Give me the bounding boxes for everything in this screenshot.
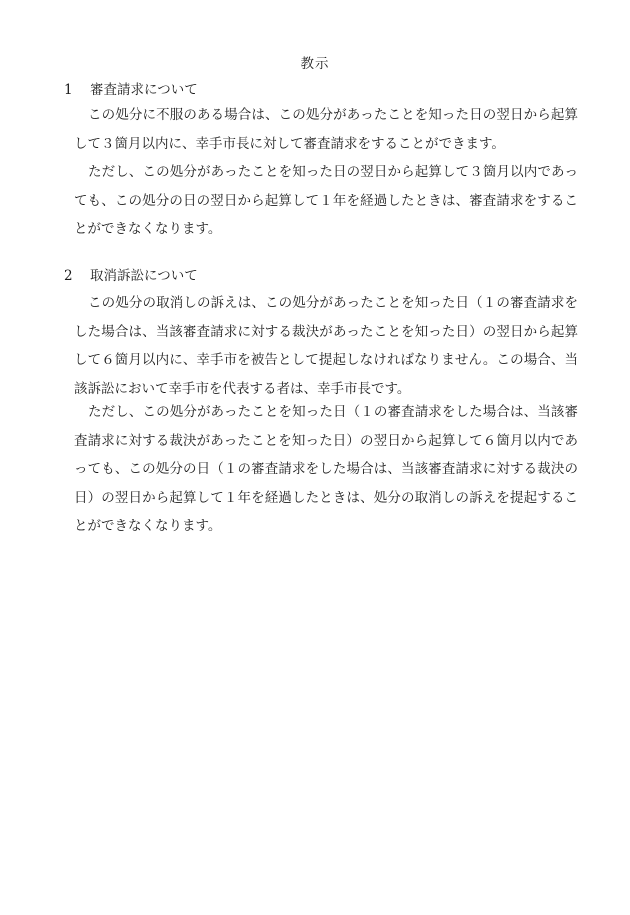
section-1-title: 審査請求について <box>90 82 198 98</box>
section-1-paragraph-2: ただし、この処分があったことを知った日の翌日から起算して３箇月以内であっても、この処分の日の翌日から起算して１年を経過したときは、審査請求をすることができなくなります。 <box>74 164 578 237</box>
section-2-paragraph-1: この処分の取消しの訴えは、この処分があったことを知った日（１の審査請求をした場合は、当該審査請求に対する裁決があったことを知った日）の翌日から起算して６箇月以内に、幸手市を被告として提起しなければなりません。この場合、当該訴訟において幸手市を代表する者は、幸手市長です。 <box>74 295 578 397</box>
section-2-number: 2 <box>64 268 73 284</box>
section-2-title: 取消訴訟について <box>90 268 198 284</box>
section-2-heading <box>64 266 198 286</box>
section-1-heading <box>64 80 198 100</box>
section-1-number: 1 <box>64 82 73 98</box>
section-1-paragraph-1: この処分に不服のある場合は、この処分があったことを知った日の翌日から起算して３箇月以内に、幸手市長に対して審査請求をすることができます。 <box>74 107 578 152</box>
section-2-paragraph-2: ただし、この処分があったことを知った日（１の審査請求をした場合は、当該審査請求に対する裁決があったことを知った日）の翌日から起算して６箇月以内であっても、この処分の日（１の審査請求をした場合は、当該審査請求に対する裁決の日）の翌日から起算して１年を経過したときは、処分の取消しの訴えを提起することができなくなります。 <box>74 404 578 534</box>
document-title: 教示 <box>300 56 330 72</box>
